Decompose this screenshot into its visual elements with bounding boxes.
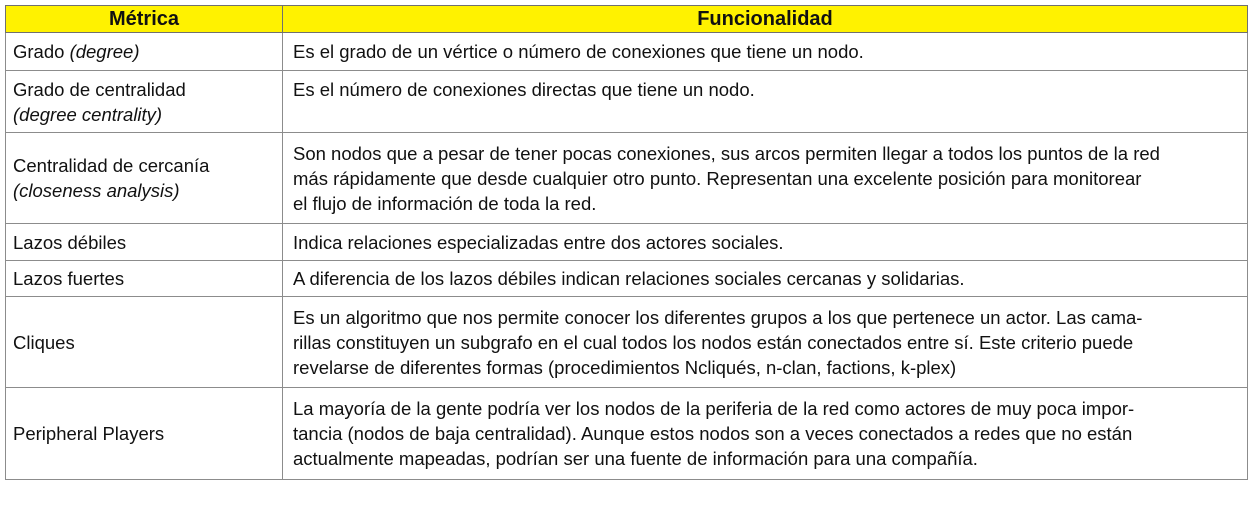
function-line: La mayoría de la gente podría ver los nodos de la periferia de la red como actores de muy poca impor- bbox=[293, 398, 1135, 419]
table-row bbox=[6, 224, 1248, 261]
function-line: Son nodos que a pesar de tener pocas conexiones, sus arcos permiten llegar a todos los puntos de la red bbox=[293, 142, 1160, 164]
metric-cell bbox=[6, 71, 283, 133]
metric-cell bbox=[6, 297, 283, 388]
metric-cell bbox=[6, 388, 283, 480]
metric-english-name: (closeness analysis) bbox=[13, 180, 180, 201]
function-line: tancia (nodos de baja centralidad). Aunque estos nodos son a veces conectados a redes que no están bbox=[293, 423, 1133, 444]
function-line: Es un algoritmo que nos permite conocer los diferentes grupos a los que pertenece un actor. Las cama- bbox=[293, 306, 1143, 328]
metric-name: Grado bbox=[13, 41, 65, 62]
function-cell: Es el grado de un vértice o número de conexiones que tiene un nodo. bbox=[283, 33, 1248, 71]
metric-name: Lazos débiles bbox=[13, 231, 127, 253]
function-line: revelarse de diferentes formas (procedimientos Ncliqués, n-clan, factions, k-plex) bbox=[293, 356, 957, 378]
metric-english-name: (degree) bbox=[69, 41, 140, 62]
metric-cell bbox=[6, 33, 283, 71]
metric-name: Grado de centralidad bbox=[13, 78, 186, 100]
metrics-table bbox=[5, 5, 1248, 480]
table-row bbox=[6, 297, 1248, 388]
table-row bbox=[6, 133, 1248, 224]
metric-cell bbox=[6, 224, 283, 261]
function-cell bbox=[283, 297, 1248, 388]
function-line: actualmente mapeadas, podrían ser una fuente de información para una compañía. bbox=[293, 448, 978, 469]
function-cell: Es el número de conexiones directas que tiene un nodo. bbox=[283, 71, 1248, 133]
table-header-row bbox=[6, 6, 1248, 33]
function-cell: Indica relaciones especializadas entre dos actores sociales. bbox=[283, 224, 1248, 261]
metric-name: Lazos fuertes bbox=[13, 268, 125, 289]
metric-english-name: (degree centrality) bbox=[13, 103, 163, 125]
metric-cell bbox=[6, 261, 283, 297]
table-row bbox=[6, 33, 1248, 71]
header-metric: Métrica bbox=[6, 6, 283, 33]
function-cell bbox=[283, 133, 1248, 224]
table-row bbox=[6, 261, 1248, 297]
table-row bbox=[6, 71, 1248, 133]
function-line: rillas constituyen un subgrafo en el cual todos los nodos están conectados entre sí. Este criterio puede bbox=[293, 331, 1134, 353]
metric-name: Peripheral Players bbox=[13, 423, 165, 444]
header-function: Funcionalidad bbox=[283, 6, 1248, 33]
metric-name: Cliques bbox=[13, 331, 75, 353]
metric-cell bbox=[6, 133, 283, 224]
metric-name: Centralidad de cercanía bbox=[13, 155, 210, 176]
table-row bbox=[6, 388, 1248, 480]
function-line: el flujo de información de toda la red. bbox=[293, 192, 597, 214]
function-cell: A diferencia de los lazos débiles indican relaciones sociales cercanas y solidarias. bbox=[283, 261, 1248, 297]
function-cell bbox=[283, 388, 1248, 480]
function-line: más rápidamente que desde cualquier otro punto. Representan una excelente posición para monitorear bbox=[293, 167, 1142, 189]
